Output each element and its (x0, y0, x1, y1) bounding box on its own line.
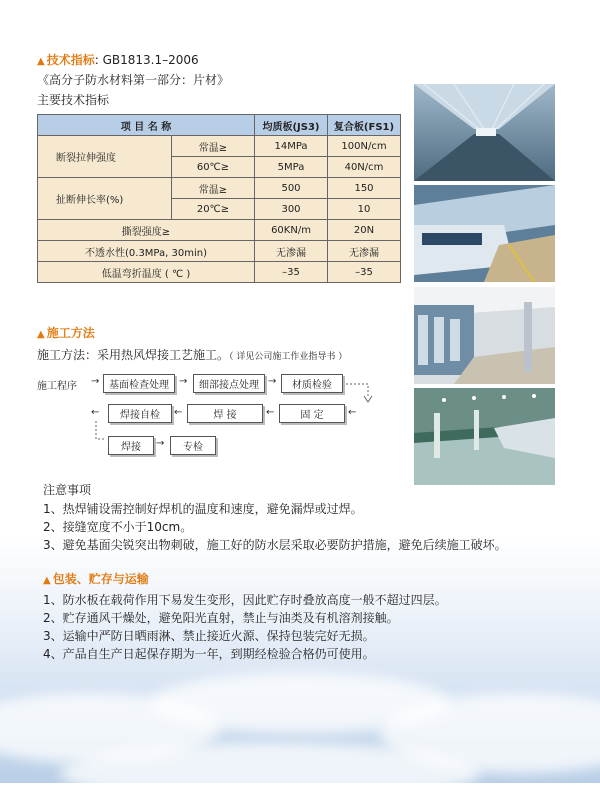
method-text: 施工方法：采用热风焊接工艺施工。 (37, 348, 230, 362)
table-row (38, 136, 401, 157)
method-note: （ 详见公司施工作业指导书 ） (229, 352, 348, 362)
table-row (38, 178, 401, 199)
step-weld-2: 焊接 (108, 436, 154, 455)
arrow-left-icon: ← (266, 407, 275, 418)
construction-heading-label: 施工方法 (46, 326, 95, 340)
list-item: 3、运输中严防日晒雨淋、禁止接近火源、保持包装完好无损。 (43, 629, 375, 643)
table-cell: 撕裂强度≥ (38, 220, 255, 241)
header-js3: 均质板(JS3) (255, 115, 328, 136)
list-item: 2、接缝宽度不小于10cm。 (43, 520, 193, 534)
tunnel-photo (414, 84, 555, 181)
list-item: 2、贮存通风干燥处，避免阳光直射，禁止与油类及有机溶剂接触。 (43, 611, 399, 625)
construction-heading (37, 324, 95, 341)
arrow-left-icon: ← (174, 407, 183, 418)
list-item: 4、产品自生产日起保存期为一年，到期经检验合格仍可使用。 (43, 647, 375, 661)
arrow-right-icon: → (156, 438, 165, 449)
spec-heading (37, 51, 199, 68)
table-cell: 5MPa (255, 157, 328, 178)
table-cell: 无渗漏 (255, 241, 328, 262)
table-cell: 低温弯折温度 ( ℃ ) (38, 262, 255, 283)
table-cell: 20N (328, 220, 401, 241)
table-row (38, 220, 401, 241)
standard-code: : GB1813.1–2006 (94, 53, 199, 67)
train-photo (414, 185, 555, 282)
spec-table (37, 114, 401, 283)
table-cell: 20℃≥ (172, 199, 255, 220)
table-cell: 扯断伸长率(%) (38, 178, 172, 220)
arrow-left-icon: ← (348, 407, 357, 418)
table-cell: 60℃≥ (172, 157, 255, 178)
triangle-icon: ▲ (37, 329, 45, 340)
platform-photo (414, 287, 555, 384)
header-fs1: 复合板(FS1) (328, 115, 401, 136)
step-material-check: 材质检验 (281, 374, 343, 393)
table-cell: 14MPa (255, 136, 328, 157)
step-weld: 焊 接 (187, 404, 263, 423)
table-cell: 常温≥ (172, 178, 255, 199)
table-cell: 无渗漏 (328, 241, 401, 262)
table-header-row (38, 115, 401, 136)
station-hall-photo (414, 388, 555, 485)
step-detail-joint: 细部接点处理 (193, 374, 265, 393)
table-cell: 500 (255, 178, 328, 199)
arrow-right-icon: → (91, 376, 100, 387)
table-cell: 150 (328, 178, 401, 199)
step-fix: 固 定 (279, 404, 345, 423)
triangle-icon: ▲ (37, 56, 45, 67)
flow-label: 施工程序 (37, 381, 77, 392)
triangle-icon: ▲ (43, 575, 51, 586)
step-base-check: 基面检查处理 (103, 374, 175, 393)
table-cell: 300 (255, 199, 328, 220)
flow-connector-down (90, 419, 106, 447)
arrow-right-icon: → (179, 376, 188, 387)
list-item: 3、避免基面尖锐突出物刺破，施工好的防水层采取必要防护措施，避免后续施工破坏。 (43, 538, 507, 552)
spec-subtitle: 《高分子防水材料第一部分：片材》 (37, 73, 230, 87)
header-item: 项 目 名 称 (38, 115, 255, 136)
step-special-check: 专检 (170, 436, 216, 455)
table-cell: 60KN/m (255, 220, 328, 241)
table-cell: –35 (328, 262, 401, 283)
table-cell: 10 (328, 199, 401, 220)
list-item: 1、热焊铺设需控制好焊机的温度和速度，避免漏焊或过焊。 (43, 502, 363, 516)
construction-method (37, 346, 347, 363)
spec-heading-label: 技术指标 (46, 53, 95, 67)
list-item: 1、防水板在载荷作用下易发生变形，因此贮存时叠放高度一般不超过四层。 (43, 593, 447, 607)
table-cell: 100N/cm (328, 136, 401, 157)
table-cell: 40N/cm (328, 157, 401, 178)
packaging-heading-label: 包装、贮存与运输 (52, 572, 149, 586)
table-cell: –35 (255, 262, 328, 283)
arrow-right-icon: → (268, 376, 277, 387)
table-cell: 常温≥ (172, 136, 255, 157)
flow-connector (344, 378, 374, 406)
notes-title: 注意事项 (43, 483, 92, 497)
table-cell: 不透水性(0.3MPa, 30min) (38, 241, 255, 262)
step-weld-selfcheck: 焊接自检 (108, 404, 172, 423)
packaging-heading (43, 570, 149, 587)
table-row (38, 262, 401, 283)
spec-main-label: 主要技术指标 (37, 93, 110, 107)
arrow-left-icon: ← (91, 407, 100, 418)
table-row (38, 241, 401, 262)
table-cell: 断裂拉伸强度 (38, 136, 172, 178)
